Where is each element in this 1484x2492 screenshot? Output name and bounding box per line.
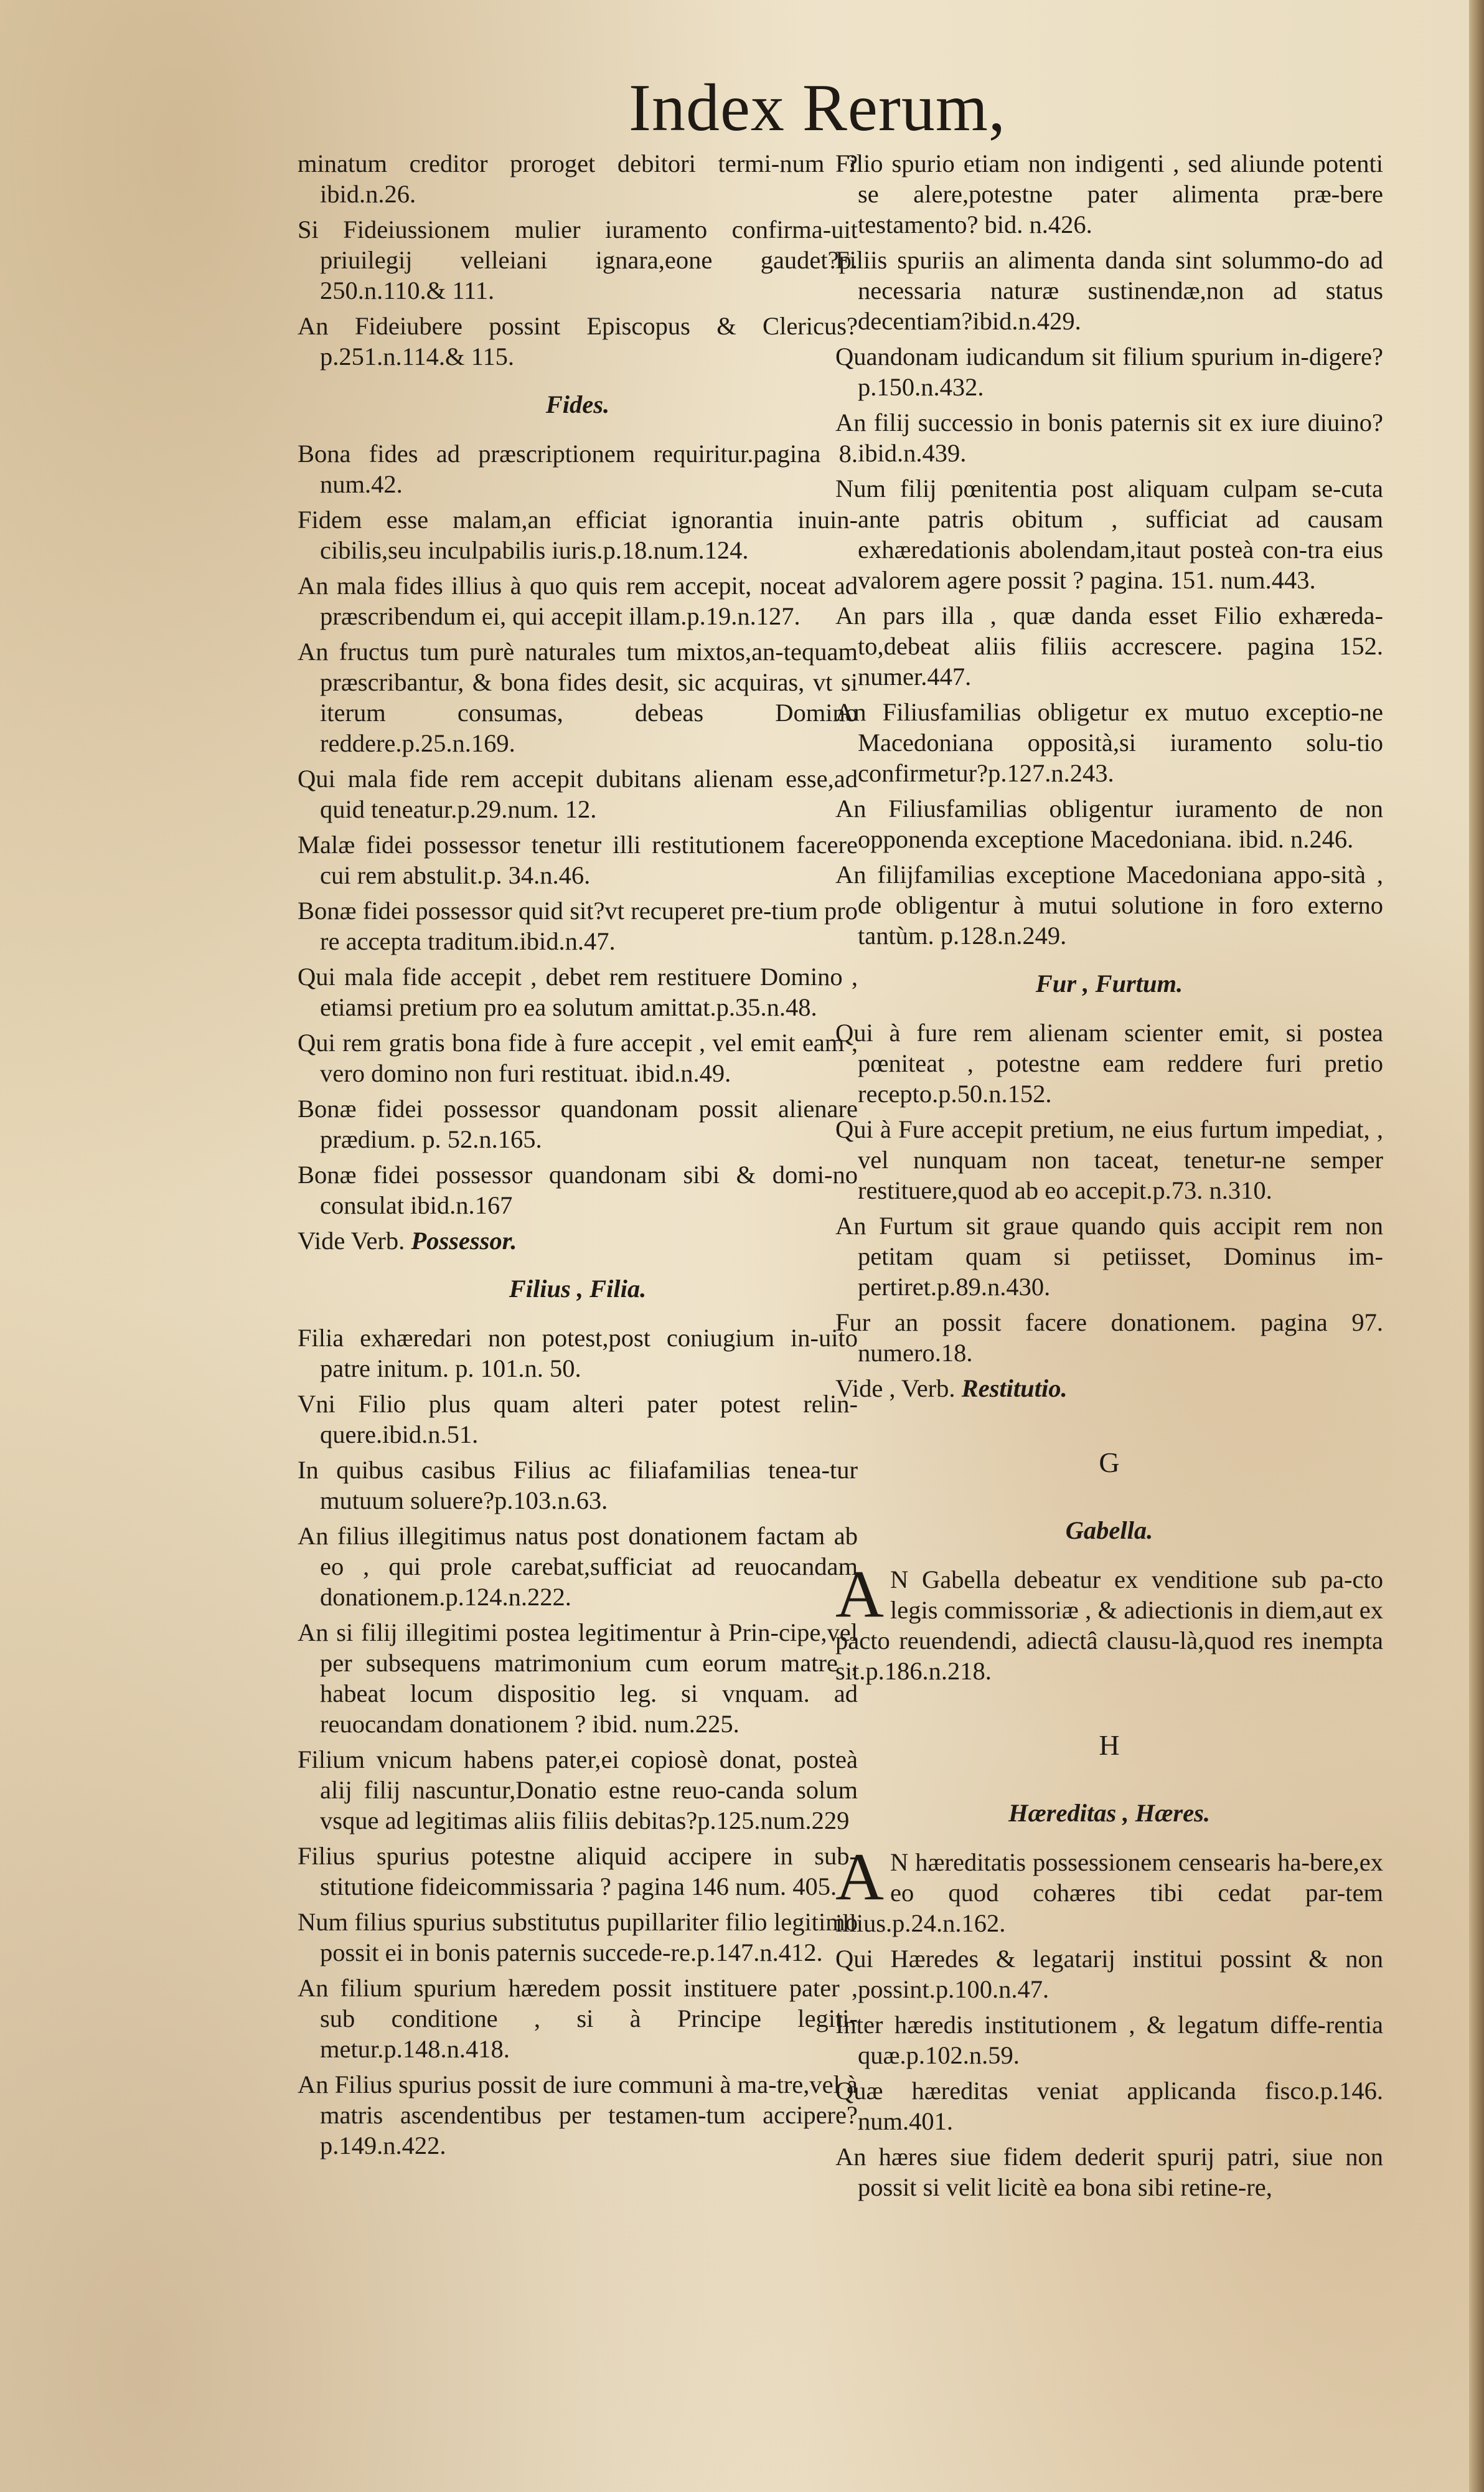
alphabet-letter-heading: H bbox=[1099, 1729, 1120, 1761]
index-entry-dropcap bbox=[835, 1847, 1383, 1938]
index-entry: Filium vnicum habens pater,ei copiosè donat, posteà alij filij nascuntur,Donatio estne reuo-canda solum vsque ad legitimas aliis filiis debitas?p.125.num.229 bbox=[298, 1745, 858, 1834]
index-entry: An Furtum sit graue quando quis accipit rem non petitam quam si petiisset, Dominus im-pertiret.p.89.n.430. bbox=[835, 1212, 1383, 1301]
right-column bbox=[835, 148, 1383, 2207]
index-entry: Qui à fure rem alienam scienter emit, si postea pœniteat , potestne eam reddere furi pretio recepto.p.50.n.152. bbox=[835, 1019, 1383, 1108]
index-entry: An Filiusfamilias obligetur ex mutuo exceptio-ne Macedoniana opposità,si iuramento solu-tio confirmetur?p.127.n.243. bbox=[835, 698, 1383, 787]
left-column bbox=[298, 148, 858, 2166]
index-entry: Filia exhæredari non potest,post coniugium in-uito patre initum. p. 101.n. 50. bbox=[298, 1324, 858, 1382]
index-entry: Qui rem gratis bona fide à fure accepit , vel emit eam , vero domino non furi restituat. ibid.n.49. bbox=[298, 1029, 858, 1087]
index-entry: An Fideiubere possint Episcopus & Clericus? p.251.n.114.& 115. bbox=[298, 312, 858, 370]
index-entry: Quandonam iudicandum sit filium spurium in-digere?p.150.n.432. bbox=[835, 342, 1383, 401]
index-entry: An hæres siue fidem dederit spurij patri, siue non possit si velit licitè ea bona sibi retine-re, bbox=[835, 2143, 1383, 2201]
index-entry: Qui à Fure accepit pretium, ne eius furtum impediat, , vel nunquam non taceat, tenetur-ne semper restituere,quod ab eo accepit.p.73. n.310. bbox=[835, 1115, 1383, 1204]
index-entry: Si Fideiussionem mulier iuramento confirma-uit priuilegij velleiani ignara,eone gaudet?p. 250.n.110.& 111. bbox=[298, 215, 858, 304]
index-entry: An si filij illegitimi postea legitimentur à Prin-cipe,vel per subsequens matrimonium cum eorum matre , habeat locum dispositio leg. si vnquam. ad reuocandam donationem ? ibid. num.225. bbox=[298, 1618, 858, 1738]
index-entry: Qui mala fide rem accepit dubitans alienam esse,ad quid teneatur.p.29.num. 12. bbox=[298, 765, 858, 823]
index-entry: minatum creditor proroget debitori termi-num ? ibid.n.26. bbox=[298, 149, 858, 208]
see-also-reference bbox=[835, 1373, 1383, 1404]
index-entry: Fidem esse malam,an efficiat ignorantia inuin-cibilis,seu inculpabilis iuris.p.18.num.124. bbox=[298, 506, 858, 564]
index-entry: Filius spurius potestne aliquid accipere in sub-stitutione fideicommissaria ? pagina 146 num. 405. bbox=[298, 1842, 858, 1900]
index-entry: An Filius spurius possit de iure communi à ma-tre,vel à matris ascendentibus per testamen-tum accipere?p.149.n.422. bbox=[298, 2070, 858, 2159]
index-entry: Bonæ fidei possessor quandonam possit alienare prædium. p. 52.n.165. bbox=[298, 1095, 858, 1153]
index-entry: Qui Hæredes & legatarij institui possint & non possint.p.100.n.47. bbox=[835, 1945, 1383, 2003]
see-also-target: Possessor. bbox=[411, 1227, 517, 1255]
index-entry: An filijfamilias exceptione Macedoniana appo-sità , de obligentur à mutui solutione in foro externo tantùm. p.128.n.249. bbox=[835, 861, 1383, 950]
index-entry: An mala fides illius à quo quis rem accepit, noceat ad præscribendum ei, qui accepit illam.p.19.n.127. bbox=[298, 572, 858, 630]
section-heading: Gabella. bbox=[1065, 1516, 1153, 1544]
entry-text: N Gabella debeatur ex venditione sub pa-cto legis commissoriæ , & adiectionis in diem,aut ex pacto reuendendi, adiectâ clausu-là,quod res inempta sit.p.186.n.218. bbox=[835, 1565, 1383, 1685]
index-entry: An filium spurium hæredem possit instituere pater , sub conditione , si à Principe legiti-metur.p.148.n.418. bbox=[298, 1974, 858, 2063]
index-entry: Bona fides ad præscriptionem requiritur.pagina 8. num.42. bbox=[298, 440, 858, 498]
index-entry: Fur an possit facere donationem. pagina 97. numero.18. bbox=[835, 1308, 1383, 1367]
index-entry: An Filiusfamilias obligentur iuramento de non opponenda exceptione Macedoniana. ibid. n.246. bbox=[835, 795, 1383, 853]
index-entry: Quæ hæreditas veniat applicanda fisco.p.146. num.401. bbox=[835, 2077, 1383, 2135]
index-entry: Filiis spuriis an alimenta danda sint solummo-do ad necessaria naturæ sustinendæ,non ad status decentiam?ibid.n.429. bbox=[835, 246, 1383, 335]
index-entry: Filio spurio etiam non indigenti , sed aliunde potenti se alere,potestne pater alimenta præ-bere testamento? bid. n.426. bbox=[835, 149, 1383, 238]
index-entry: Inter hæredis institutionem , & legatum diffe-rentia quæ.p.102.n.59. bbox=[835, 2011, 1383, 2069]
index-entry-dropcap bbox=[835, 1564, 1383, 1686]
index-entry: Num filius spurius substitutus pupillariter filio legitimo possit ei in bonis paternis succede-re.p.147.n.412. bbox=[298, 1908, 858, 1966]
index-entry: Qui mala fide accepit , debet rem restituere Domino , etiamsi pretium pro ea solutum amittat.p.35.n.48. bbox=[298, 963, 858, 1021]
page-edge-shadow bbox=[1469, 0, 1484, 2492]
index-entry: In quibus casibus Filius ac filiafamilias tenea-tur mutuum soluere?p.103.n.63. bbox=[298, 1456, 858, 1514]
index-entry: An filius illegitimus natus post donationem factam ab eo , qui prole carebat,sufficiat ad reuocandam donationem.p.124.n.222. bbox=[298, 1522, 858, 1611]
drop-capital: A bbox=[835, 1847, 884, 1914]
page-header: Index Rerum, bbox=[629, 71, 1006, 145]
index-entry: Bonæ fidei possessor quandonam sibi & domi-no consulat ibid.n.167 bbox=[298, 1161, 858, 1219]
section-heading: Hæreditas , Hæres. bbox=[1008, 1799, 1210, 1827]
section-heading: Fides. bbox=[545, 390, 610, 418]
index-entry: An filij successio in bonis paternis sit ex iure diuino?ibid.n.439. bbox=[835, 408, 1383, 467]
alphabet-letter-heading: G bbox=[1099, 1447, 1120, 1478]
see-also-reference bbox=[298, 1225, 858, 1256]
see-also-label: Vide Verb. bbox=[298, 1227, 411, 1255]
drop-capital: A bbox=[835, 1564, 884, 1631]
see-also-target: Restitutio. bbox=[961, 1374, 1068, 1402]
section-heading: Filius , Filia. bbox=[509, 1275, 647, 1303]
index-entry: Malæ fidei possessor tenetur illi restitutionem facere cui rem abstulit.p. 34.n.46. bbox=[298, 831, 858, 889]
index-entry: Bonæ fidei possessor quid sit?vt recuperet pre-tium pro re accepta traditum.ibid.n.47. bbox=[298, 897, 858, 955]
see-also-label: Vide , Verb. bbox=[835, 1374, 962, 1402]
index-entry: Vni Filio plus quam alteri pater potest relin-quere.ibid.n.51. bbox=[298, 1390, 858, 1448]
index-entry: An fructus tum purè naturales tum mixtos,an-tequam præscribantur, & bona fides desit, sic acquiras, vt si iterum consumas, debeas Domino reddere.p.25.n.169. bbox=[298, 638, 858, 757]
index-entry: Num filij pœnitentia post aliquam culpam se-cuta ante patris obitum , sufficiat ad causam exhæredationis abolendam,itaut posteà con-tra eius valorem agere possit ? pagina. 151. num.443. bbox=[835, 474, 1383, 594]
index-entry: An pars illa , quæ danda esset Filio exhæreda-to,debeat aliis filiis accrescere. pagina 152. numer.447. bbox=[835, 602, 1383, 691]
entry-text: N hæreditatis possessionem censearis ha-bere,ex eo quod cohæres tibi cedat par-tem illius.p.24.n.162. bbox=[835, 1848, 1383, 1937]
section-heading: Fur , Furtum. bbox=[1035, 970, 1183, 998]
